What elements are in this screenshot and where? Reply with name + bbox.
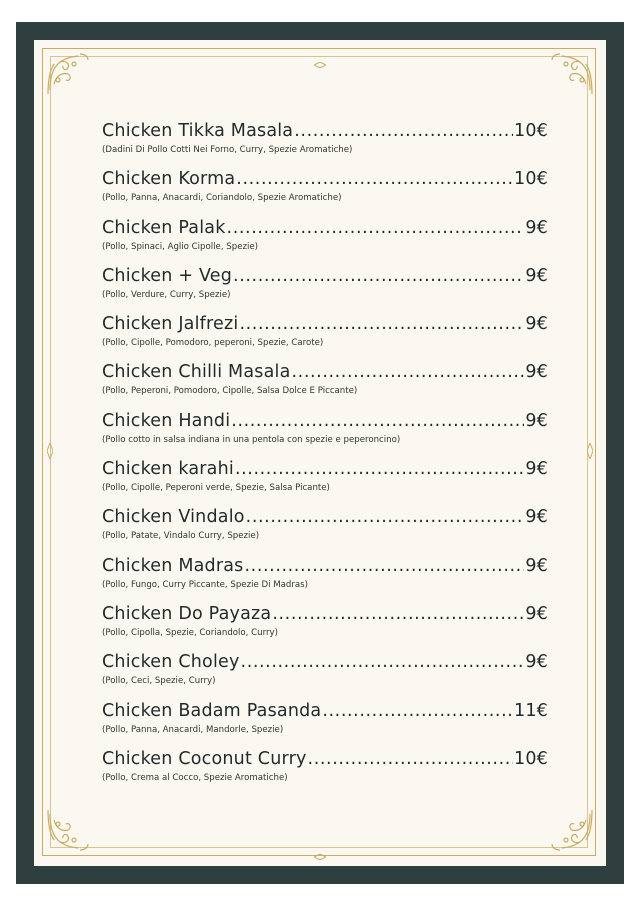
dish-description: (Pollo, Ceci, Spezie, Curry) <box>102 676 216 687</box>
menu-item <box>102 555 548 603</box>
dish-name: Chicken Badam Pasanda <box>102 700 322 721</box>
dish-name: Chicken Chilli Masala <box>102 362 291 383</box>
menu-item <box>102 410 548 458</box>
menu-item <box>102 120 548 168</box>
dish-description: (Pollo, Panna, Anacardi, Coriandolo, Spezie Aromatiche) <box>102 193 342 204</box>
menu-item <box>102 700 548 748</box>
dish-name: Chicken Palak <box>102 217 226 238</box>
dish-name: Chicken Choley <box>102 652 240 673</box>
dot-leader <box>235 458 524 480</box>
dish-description: (Pollo, Cipolle, Pomodoro, peperoni, Spezie, Carote) <box>102 338 324 349</box>
dot-leader <box>236 168 513 190</box>
dot-leader <box>233 265 524 287</box>
dish-name: Chicken Jalfrezi <box>102 314 239 335</box>
dish-description: (Pollo, Cipolle, Peperoni verde, Spezie, Salsa Picante) <box>102 483 330 494</box>
dish-description: (Pollo, Spinaci, Aglio Cipolle, Spezie) <box>102 241 259 252</box>
dish-price: 9€ <box>525 555 548 576</box>
dot-leader <box>245 555 525 577</box>
dish-price: 9€ <box>525 507 548 528</box>
dish-price: 9€ <box>525 459 548 480</box>
dot-leader <box>272 603 524 625</box>
dish-price: 9€ <box>525 314 548 335</box>
menu-item <box>102 603 548 651</box>
dish-name: Chicken Coconut Curry <box>102 748 307 769</box>
dish-name: Chicken karahi <box>102 459 234 480</box>
menu-item <box>102 506 548 554</box>
dish-price: 9€ <box>525 217 548 238</box>
menu-item <box>102 361 548 409</box>
side-ornament-icon <box>587 443 593 459</box>
corner-ornament-icon <box>550 50 596 96</box>
dish-description: (Pollo, Cipolla, Spezie, Coriandolo, Curry) <box>102 627 278 638</box>
dot-leader <box>246 506 525 528</box>
dot-leader <box>227 217 525 239</box>
corner-ornament-icon <box>44 808 90 854</box>
dish-price: 10€ <box>513 121 548 141</box>
dish-description: (Dadini Di Pollo Cotti Nei Forno, Curry, Spezie Aromatiche) <box>102 145 353 155</box>
dot-leader <box>241 651 525 673</box>
menu-item <box>102 313 548 361</box>
menu-item <box>102 458 548 506</box>
dish-name: Chicken Tikka Masala <box>102 121 294 141</box>
top-ornament-icon <box>314 53 326 59</box>
dish-price: 10€ <box>513 169 548 190</box>
menu-list <box>102 120 548 796</box>
dish-price: 11€ <box>513 700 548 721</box>
menu-item <box>102 217 548 265</box>
dot-leader <box>294 120 513 142</box>
dish-price: 9€ <box>525 652 548 673</box>
dish-description: (Pollo, Patate, Vindalo Curry, Spezie) <box>102 531 260 542</box>
dish-price: 9€ <box>525 265 548 286</box>
dish-description: (Pollo, Peperoni, Pomodoro, Cipolle, Salsa Dolce E Piccante) <box>102 386 358 397</box>
dish-description: (Pollo, Fungo, Curry Piccante, Spezie Di Madras) <box>102 579 308 590</box>
menu-item <box>102 748 548 796</box>
dish-price: 9€ <box>525 362 548 383</box>
dish-description: (Pollo cotto in salsa indiana in una pentola con spezie e peperoncino) <box>102 434 401 445</box>
dish-description: (Pollo, Panna, Anacardi, Mandorle, Spezie) <box>102 724 284 735</box>
dot-leader <box>308 748 513 770</box>
dot-leader <box>292 361 525 383</box>
menu-item <box>102 651 548 699</box>
dish-name: Chicken Do Payaza <box>102 603 272 624</box>
bottom-ornament-icon <box>314 845 326 851</box>
dish-name: Chicken Vindalo <box>102 507 245 528</box>
dish-price: 10€ <box>513 748 548 769</box>
dish-name: Chicken + Veg <box>102 265 233 286</box>
dot-leader <box>322 700 513 722</box>
dish-price: 9€ <box>525 410 548 431</box>
corner-ornament-icon <box>44 50 90 96</box>
corner-ornament-icon <box>550 808 596 854</box>
dish-name: Chicken Handi <box>102 410 231 431</box>
menu-item <box>102 168 548 216</box>
dish-name: Chicken Korma <box>102 169 236 190</box>
dish-description: (Pollo, Crema al Cocco, Spezie Aromatiche) <box>102 772 288 783</box>
dish-name: Chicken Madras <box>102 555 244 576</box>
dot-leader <box>239 313 524 335</box>
menu-item <box>102 265 548 313</box>
dish-description: (Pollo, Verdure, Curry, Spezie) <box>102 289 231 300</box>
side-ornament-icon <box>47 443 53 459</box>
dot-leader <box>231 410 524 432</box>
dish-price: 9€ <box>525 603 548 624</box>
